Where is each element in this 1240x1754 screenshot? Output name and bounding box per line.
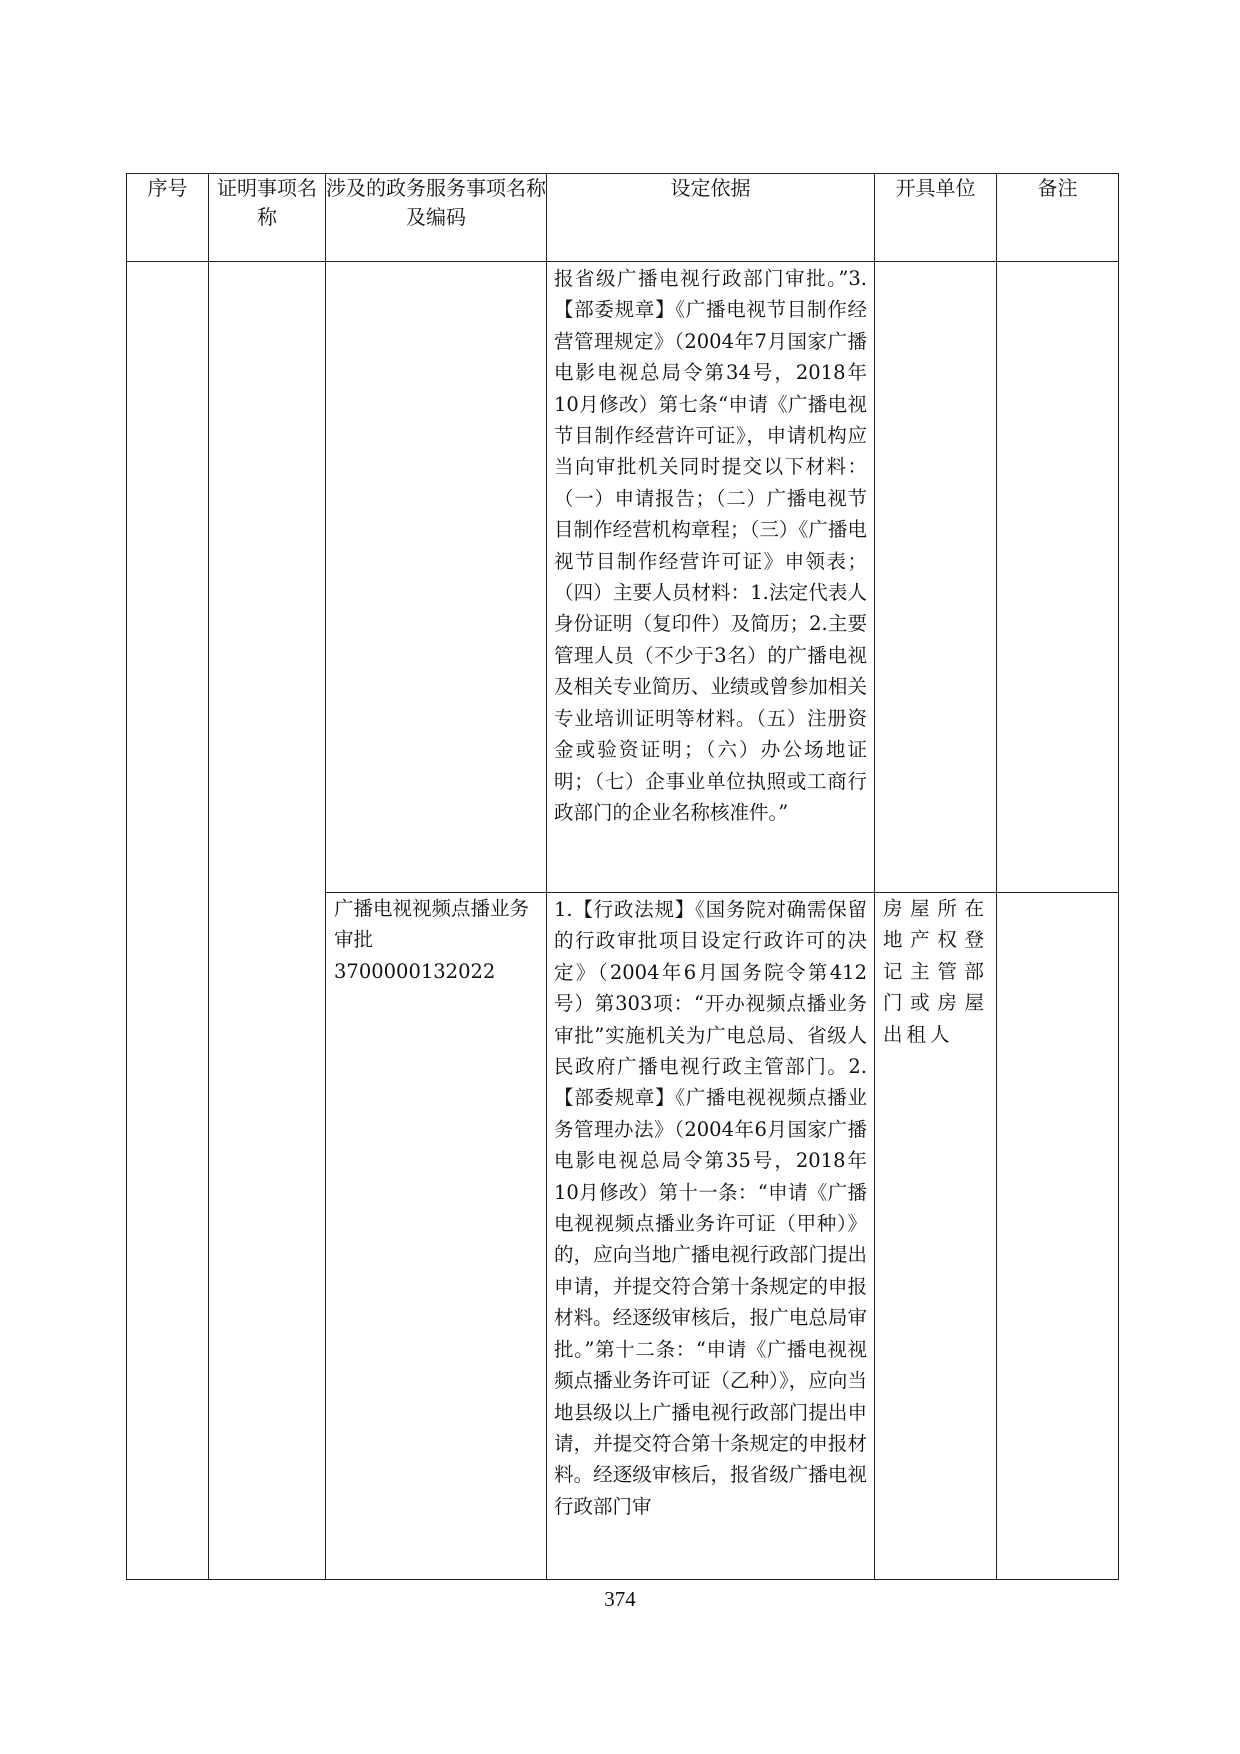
table-header-row [127, 174, 1119, 262]
service-name: 广播电视视频点播业务审批 [334, 897, 530, 952]
basis-text: 1.【行政法规】《国务院对确需保留的行政审批项目设定行政许可的决定》（2004年6月国务院令第412号）第303项：“开办视频点播业务审批”实施机关为广电总局、省级人民政府广播电视行政主管部门。2.【部委规章】《广播电视视频点播业务管理办法》（2004年6月国家广播电影电视总局令第35号，2018年10月修改）第十一条：“申请《广播电视视频点播业务许可证（甲种）》的，应向当地广播电视行政部门提出申请，并提交符合第十条规定的申报材料。经逐级审核后，报广电总局审批。”第十二条：“申请《广播电视视频点播业务许可证（乙种）》，应向当地县级以上广播电视行政部门提出申请，并提交符合第十条规定的申报材料。经逐级审核后，报省级广播电视行政部门审 [554, 898, 867, 1518]
cell-service-name [326, 262, 547, 893]
cell-remarks [997, 262, 1119, 893]
page-number: 374 [604, 1587, 636, 1611]
cell-seq [127, 262, 209, 1580]
header-issuer: 开具单位 [875, 174, 997, 262]
cell-issuer [875, 262, 997, 893]
service-name-block [326, 893, 546, 987]
basis-text: 报省级广播电视行政部门审批。”3.【部委规章】《广播电视节目制作经营管理规定》（2004年7月国家广播电影电视总局令第34号，2018年10月修改）第七条“申请《广播电视节目制作经营许可证》，申请机构应当向审批机关同时提交以下材料：（一）申请报告；（二）广播电视节目制作经营机构章程；（三）《广播电视节目制作经营许可证》申领表；（四）主要人员材料：1.法定代表人身份证明（复印件）及简历；2.主要管理人员（不少于3名）的广播电视及相关专业简历、业绩或曾参加相关专业培训证明等材料。（五）注册资金或验资证明；（六）办公场地证明；（七）企事业单位执照或工商行政部门的企业名称核准件。” [554, 267, 867, 824]
cell-issuer [875, 893, 997, 1580]
issuer-text: 房屋所在地产权登记主管部门或房屋出租人 [883, 897, 988, 1046]
table-row [127, 262, 1119, 893]
cell-basis [547, 262, 875, 893]
header-proof-name: 证明事项名称 [209, 174, 326, 262]
cell-service-name [326, 893, 547, 1580]
header-seq: 序号 [127, 174, 209, 262]
cell-proof-name [209, 262, 326, 1580]
header-service-name: 涉及的政务服务事项名称及编码 [326, 174, 547, 262]
header-remarks: 备注 [997, 174, 1119, 262]
header-basis: 设定依据 [547, 174, 875, 262]
service-code: 3700000132022 [334, 959, 496, 983]
proof-items-table [126, 173, 1119, 1580]
cell-basis [547, 893, 875, 1580]
cell-remarks [997, 893, 1119, 1580]
